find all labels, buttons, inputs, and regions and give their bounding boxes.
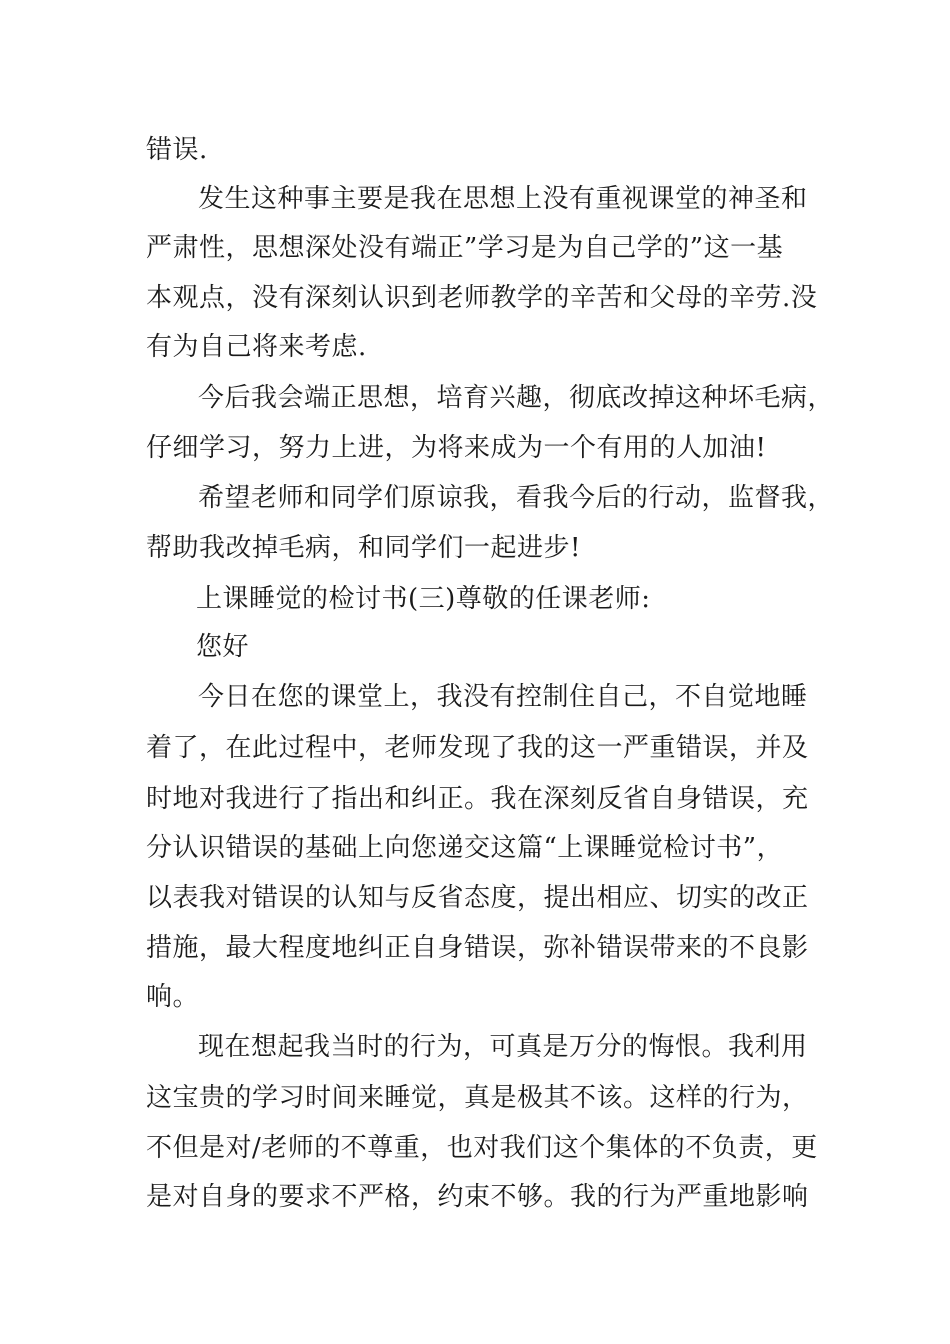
paragraph-line-7: 仔细学习，努力上进，为将来成为一个有用的人加油! <box>146 433 767 463</box>
greeting: 您好 <box>196 632 250 662</box>
paragraph-line-8: 希望老师和同学们原谅我，看我今后的行动，监督我， <box>198 483 835 513</box>
paragraph-line-2: 发生这种事主要是我在思想上没有重视课堂的神圣和 <box>198 184 808 214</box>
paragraph-line-15: 分认识错误的基础上向您递交这篇“上课睡觉检讨书”， <box>146 833 784 863</box>
paragraph-line-18: 响。 <box>146 982 200 1012</box>
paragraph-line-13: 着了，在此过程中，老师发现了我的这一严重错误，并及 <box>146 733 809 763</box>
paragraph-line-17: 措施，最大程度地纠正自身错误，弥补错误带来的不良影 <box>146 933 809 963</box>
text-line-1: 错误. <box>146 135 208 165</box>
paragraph-line-22: 是对自身的要求不严格，约束不够。我的行为严重地影响 <box>146 1182 809 1212</box>
paragraph-line-5: 有为自己将来考虑. <box>146 332 367 362</box>
paragraph-line-21: 不但是对/老师的不尊重，也对我们这个集体的不负责，更 <box>146 1133 818 1163</box>
section-heading: 上课睡觉的检讨书(三)尊敬的任课老师: <box>196 584 651 614</box>
paragraph-line-14: 时地对我进行了指出和纠正。我在深刻反省自身错误，充 <box>146 784 809 814</box>
paragraph-line-4: 本观点，没有深刻认识到老师教学的辛苦和父母的辛劳.没 <box>146 283 818 313</box>
paragraph-line-20: 这宝贵的学习时间来睡觉，真是极其不该。这样的行为， <box>146 1083 809 1113</box>
paragraph-line-12: 今日在您的课堂上，我没有控制住自己，不自觉地睡 <box>198 682 808 712</box>
paragraph-line-19: 现在想起我当时的行为，可真是万分的悔恨。我利用 <box>198 1032 808 1062</box>
paragraph-line-3: 严肃性，思想深处没有端正”学习是为自己学的”这一基 <box>146 233 784 263</box>
paragraph-line-9: 帮助我改掉毛病，和同学们一起进步! <box>146 533 581 563</box>
paragraph-line-16: 以表我对错误的认知与反省态度，提出相应、切实的改正 <box>146 883 809 913</box>
paragraph-line-6: 今后我会端正思想，培育兴趣，彻底改掉这种坏毛病， <box>198 383 835 413</box>
